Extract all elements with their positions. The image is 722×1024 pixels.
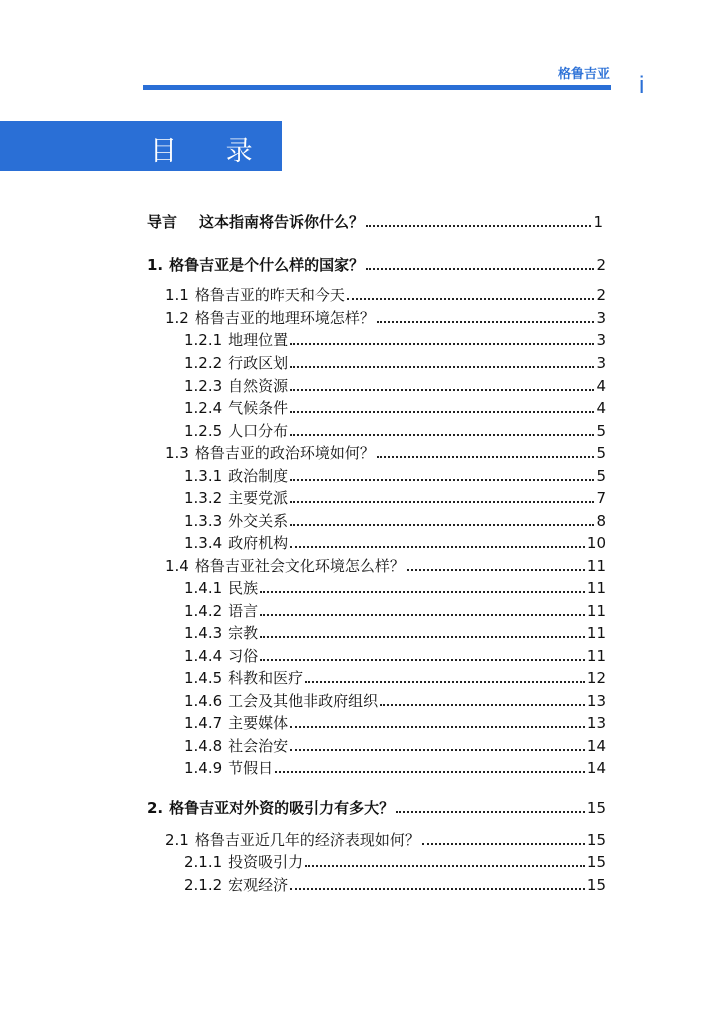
toc-leader	[290, 524, 594, 526]
toc-entry-title: 习俗	[228, 647, 259, 665]
toc-entry-number: 1.4.8	[184, 737, 223, 755]
toc-leader	[260, 591, 585, 593]
toc-entry-number: 1.2.3	[184, 377, 223, 395]
toc-entry-title: 人口分布	[228, 422, 289, 440]
toc-banner-label: 目 录	[150, 136, 273, 167]
toc-entry-number: 1.4.2	[184, 602, 223, 620]
toc-entry-number: 1.1	[165, 286, 189, 304]
toc-entry-page: 15	[586, 853, 606, 871]
toc-entry-page: 5	[596, 467, 606, 485]
toc-entry-page: 12	[586, 669, 606, 687]
toc-entry[interactable]	[184, 511, 606, 531]
toc-entry-title: 民族	[228, 579, 259, 597]
toc-entry-number: 1.4.5	[184, 669, 223, 687]
toc-entry-title: 格鲁吉亚近几年的经济表现如何？	[194, 831, 420, 849]
toc-entry-number: 1.2	[165, 309, 189, 327]
toc-entry-number: 1.4	[165, 557, 189, 575]
toc-entry-number: 1.2.1	[184, 331, 223, 349]
toc-entry-page: 2	[596, 256, 606, 274]
toc-entry[interactable]	[184, 466, 606, 486]
toc-leader	[290, 366, 594, 368]
toc-entry[interactable]	[184, 691, 606, 711]
toc-entry-number: 1.3	[165, 444, 189, 462]
toc-entry[interactable]	[147, 212, 603, 232]
toc-entry-number: 2.	[147, 799, 164, 817]
toc-entry-number: 1.3.4	[184, 534, 223, 552]
toc-entry[interactable]	[184, 376, 606, 396]
toc-entry-title: 节假日	[228, 759, 274, 777]
toc-leader	[260, 659, 585, 661]
toc-entry-number: 1.2.5	[184, 422, 223, 440]
toc-entry[interactable]	[184, 421, 606, 441]
toc-leader	[290, 501, 594, 503]
toc-entry-number: 1.4.1	[184, 579, 223, 597]
toc-entry-number: 1.4.9	[184, 759, 223, 777]
toc-entry-title: 社会治安	[228, 737, 289, 755]
toc-leader	[305, 865, 585, 867]
toc-entry-number: 2.1	[165, 831, 189, 849]
toc-entry[interactable]	[147, 798, 606, 818]
toc-leader	[260, 636, 585, 638]
toc-entry-title: 格鲁吉亚社会文化环境怎么样？	[194, 557, 405, 575]
toc-entry-number: 1.3.3	[184, 512, 223, 530]
toc-entry-page: 15	[586, 799, 606, 817]
toc-entry-title: 宗教	[228, 624, 259, 642]
toc-entry[interactable]	[184, 330, 606, 350]
toc-entry-number: 1.	[147, 256, 164, 274]
toc-entry-page: 3	[596, 354, 606, 372]
toc-entry-title: 科教和医疗	[228, 669, 304, 687]
toc-leader	[377, 456, 595, 458]
toc-leader	[290, 411, 594, 413]
toc-entry-number: 1.3.1	[184, 467, 223, 485]
toc-entry-page: 11	[586, 579, 606, 597]
toc-leader	[290, 343, 594, 345]
toc-entry-page: 4	[596, 377, 606, 395]
page-number: i	[639, 72, 645, 99]
toc-entry-page: 3	[596, 309, 606, 327]
toc-entry-page: 15	[586, 831, 606, 849]
toc-entry-page: 5	[596, 444, 606, 462]
toc-entry-page: 14	[586, 737, 606, 755]
toc-entry-number: 1.2.4	[184, 399, 223, 417]
toc-entry-title: 这本指南将告诉你什么？	[199, 213, 365, 231]
toc-entry-page: 5	[596, 422, 606, 440]
toc-entry-title: 宏观经济	[228, 876, 289, 894]
toc-entry-title: 工会及其他非政府组织	[228, 692, 379, 710]
toc-entry-title: 气候条件	[228, 399, 289, 417]
toc-entry[interactable]	[184, 668, 606, 688]
toc-entry[interactable]	[184, 736, 606, 756]
toc-entry-title: 语言	[228, 602, 259, 620]
toc-entry-page: 10	[586, 534, 606, 552]
toc-leader	[305, 681, 585, 683]
toc-leader	[290, 389, 594, 391]
toc-entry-number: 1.4.7	[184, 714, 223, 732]
toc-entry-page: 11	[586, 624, 606, 642]
toc-leader	[290, 546, 585, 548]
toc-entry[interactable]	[165, 830, 606, 850]
toc-entry-page: 1	[593, 213, 603, 231]
toc-entry-title: 格鲁吉亚是个什么样的国家？	[169, 256, 365, 274]
toc-entry-number: 1.4.3	[184, 624, 223, 642]
toc-entry-title: 自然资源	[228, 377, 289, 395]
toc-entry-title: 格鲁吉亚的昨天和今天	[194, 286, 345, 304]
toc-entry-page: 11	[586, 557, 606, 575]
toc-entry[interactable]	[184, 646, 606, 666]
toc-entry[interactable]	[165, 556, 606, 576]
toc-entry-page: 15	[586, 876, 606, 894]
toc-entry-page: 11	[586, 602, 606, 620]
toc-leader	[366, 225, 591, 227]
toc-entry-title: 主要媒体	[228, 714, 289, 732]
toc-leader	[290, 479, 594, 481]
toc-entry-title: 行政区划	[228, 354, 289, 372]
toc-leader	[422, 843, 585, 845]
toc-leader	[290, 726, 585, 728]
toc-entry-number: 1.3.2	[184, 489, 223, 507]
toc-entry[interactable]	[184, 875, 606, 895]
toc-entry-page: 11	[586, 647, 606, 665]
toc-entry-title: 地理位置	[228, 331, 289, 349]
running-header-title: 格鲁吉亚	[557, 67, 610, 82]
toc-entry-page: 4	[596, 399, 606, 417]
toc-leader	[347, 298, 595, 300]
toc-entry-page: 13	[586, 714, 606, 732]
toc-entry[interactable]	[184, 488, 606, 508]
toc-entry-number: 2.1.2	[184, 876, 223, 894]
toc-entry[interactable]	[184, 623, 606, 643]
toc-leader	[290, 888, 585, 890]
toc-leader	[290, 434, 594, 436]
toc-entry[interactable]	[184, 578, 606, 598]
toc-entry-title: 外交关系	[228, 512, 289, 530]
toc-leader	[290, 749, 585, 751]
toc-entry-title: 格鲁吉亚的地理环境怎样？	[194, 309, 375, 327]
toc-leader	[377, 321, 595, 323]
toc-entry[interactable]	[165, 443, 606, 463]
toc-entry-number: 1.4.6	[184, 692, 223, 710]
toc-entry-page: 7	[596, 489, 606, 507]
toc-entry-title: 格鲁吉亚的政治环境如何？	[194, 444, 375, 462]
toc-entry-page: 3	[596, 331, 606, 349]
toc-entry-page: 13	[586, 692, 606, 710]
toc-entry-title: 主要党派	[228, 489, 289, 507]
toc-entry[interactable]	[184, 758, 606, 778]
toc-leader	[396, 811, 585, 813]
toc-entry[interactable]	[184, 398, 606, 418]
toc-entry[interactable]	[184, 601, 606, 621]
toc-entry-page: 2	[596, 286, 606, 304]
toc-entry[interactable]	[147, 255, 606, 275]
toc-entry[interactable]	[165, 285, 606, 305]
toc-entry-title: 格鲁吉亚对外资的吸引力有多大？	[169, 799, 395, 817]
toc-entry-number: 1.4.4	[184, 647, 223, 665]
toc-entry[interactable]	[184, 713, 606, 733]
toc-entry-number: 2.1.1	[184, 853, 223, 871]
toc-leader	[260, 614, 585, 616]
toc-entry[interactable]	[184, 533, 606, 553]
toc-entry-number: 1.2.2	[184, 354, 223, 372]
toc-entry-title: 政治制度	[228, 467, 289, 485]
toc-leader	[275, 771, 585, 773]
toc-entry[interactable]	[165, 308, 606, 328]
toc-entry[interactable]	[184, 852, 606, 872]
toc-leader	[366, 268, 594, 270]
toc-entry-page: 14	[586, 759, 606, 777]
toc-entry[interactable]	[184, 353, 606, 373]
toc-entry-number: 导言	[147, 213, 178, 231]
toc-leader	[407, 569, 585, 571]
toc-entry-title: 政府机构	[228, 534, 289, 552]
toc-entry-page: 8	[596, 512, 606, 530]
toc-entry-title: 投资吸引力	[228, 853, 304, 871]
toc-leader	[380, 704, 585, 706]
